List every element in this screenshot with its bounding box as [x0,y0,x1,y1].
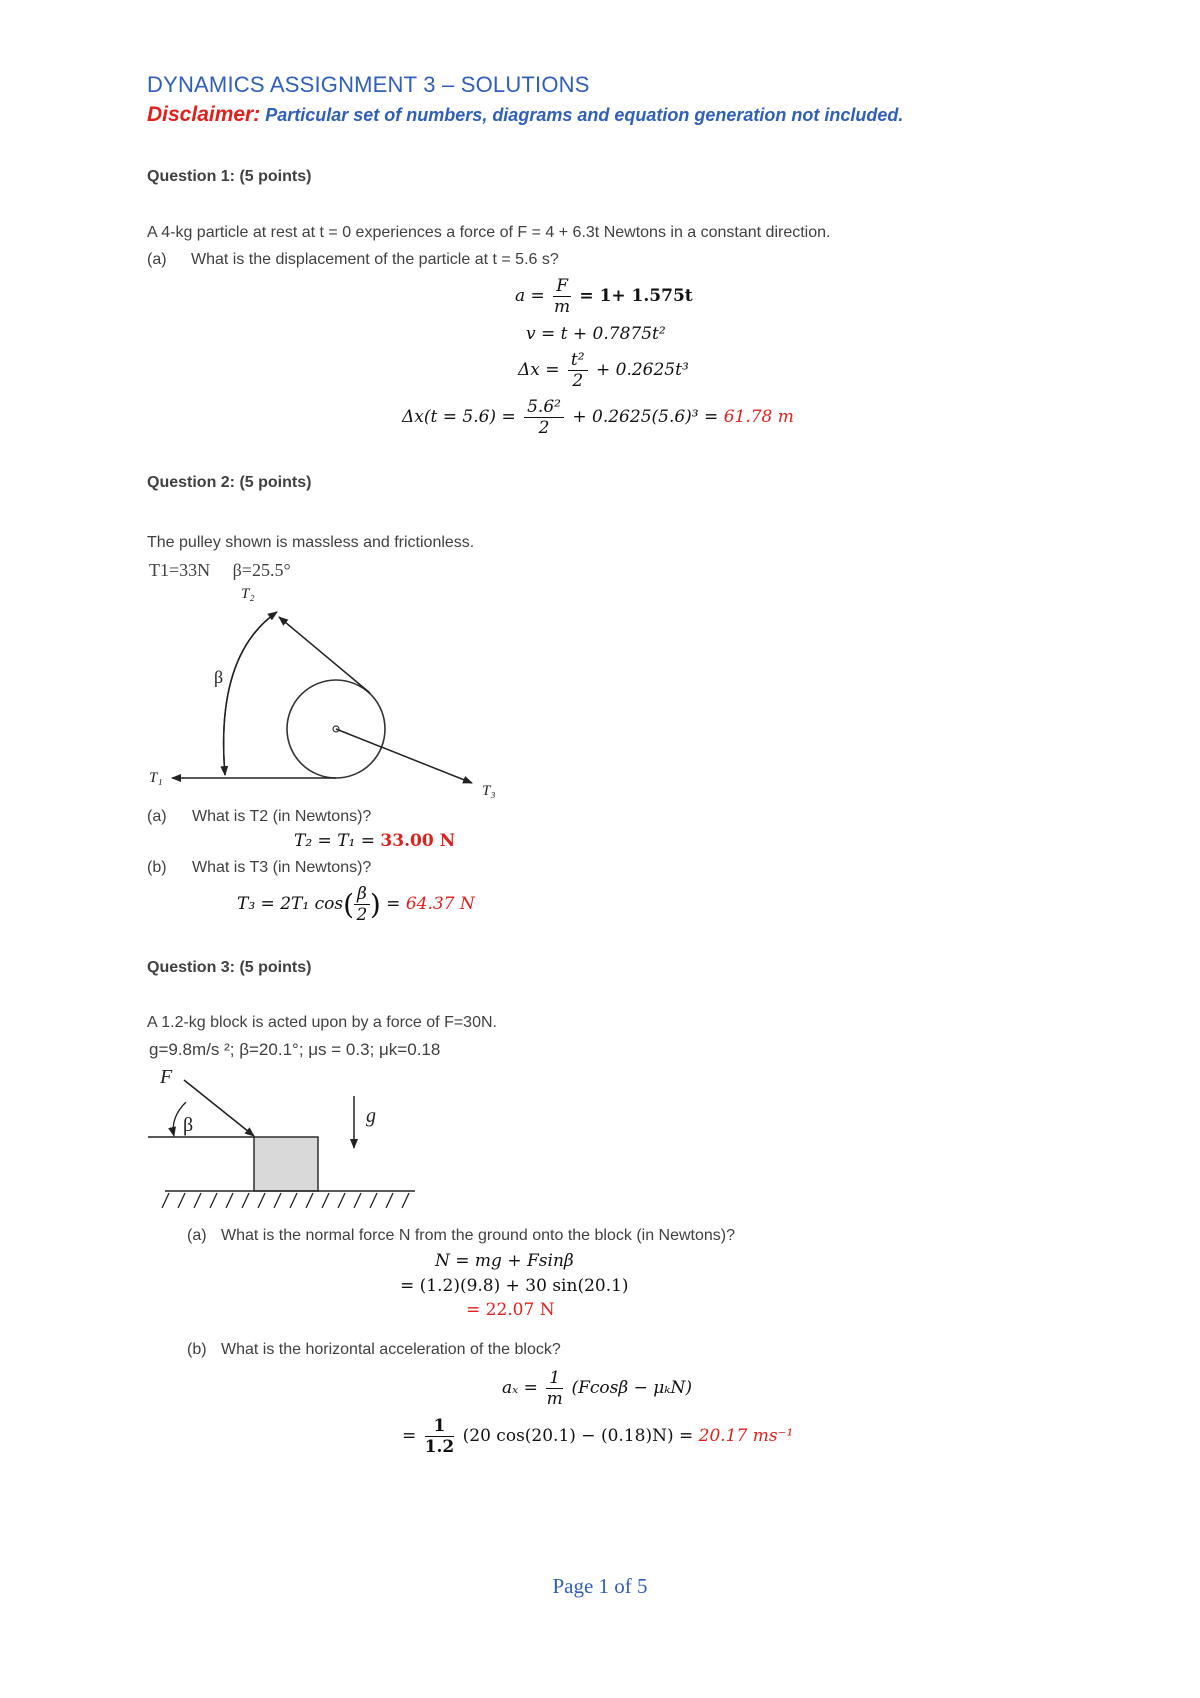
label-f: F [160,1066,173,1088]
q1-part-a-label: (a) [147,251,167,268]
beta-arc-return [224,612,277,775]
beta-arc [224,612,277,775]
label-t3: T₃ [482,783,496,799]
q3-part-a-text: What is the normal force N from the ground onto the block (in Newtons)? [221,1227,736,1244]
q3-answer-b: 20.17 ms⁻¹ [698,1426,794,1446]
q2-part-a-text: What is T2 (in Newtons)? [192,808,372,825]
q1-eq-velocity: v = t + 0.7875t² [526,324,666,344]
q1-eq-result: Δx(t = 5.6) = $\frac{\text{5.6²}}{2}$ + 0.2625(5.6)³ = 61.78 m [402,397,794,438]
q3-statement: A 1.2-kg block is acted upon by a force of F=30N. [147,1014,497,1031]
label-g: g [366,1105,376,1127]
q2-answer-a-value: 33.00 N [380,831,456,851]
label-beta: β [183,1114,194,1136]
label-t2: T₂ [241,586,255,602]
q2-part-b-label: (b) [147,859,167,876]
q3-answer-a: = 22.07 N [466,1300,555,1320]
q1-statement: A 4-kg particle at rest at t = 0 experiences a force of F = 4 + 6.3t Newtons in a constant direction. [147,224,831,241]
ground-hatching [162,1193,409,1208]
page-title: DYNAMICS ASSIGNMENT 3 – SOLUTIONS [147,72,590,97]
q2-answer-b-value: 64.37 N [405,894,475,914]
q3-eq-a2: = (1.2)(9.8) + 30 sin(20.1) [400,1276,629,1296]
q3-heading: Question 3: (5 points) [147,959,312,976]
q2-part-a-label: (a) [147,808,167,825]
q2-answer-a: T₂ = T₁ = 33.00 N [294,831,456,851]
block-diagram [140,1060,430,1220]
q2-answer-b: T₃ = 2T₁ cos( $\frac{\beta}{2}$ ) = 64.37 N [237,884,475,925]
disclaimer [147,103,903,127]
label-t1: T₁ [149,770,163,786]
q3-part-a-label: (a) [187,1227,207,1244]
force-arrow [184,1080,254,1136]
q2-statement: The pulley shown is massless and frictionless. [147,534,475,551]
q3-part-b-text: What is the horizontal acceleration of the block? [221,1341,561,1358]
q2-heading: Question 2: (5 points) [147,474,312,491]
q3-part-b-label: (b) [187,1341,207,1358]
q1-answer: 61.78 m [723,407,794,427]
q3-eq-b2: = $\frac{1}{1.2}$ (20 cos(20.1) − (0.18)N) = 20.17 ms⁻¹ [402,1416,794,1457]
q3-givens: g=9.8m/s ²; β=20.1°; μs = 0.3; μk=0.18 [149,1040,441,1059]
q3-eq-a1: N = mg + Fsinβ [435,1251,574,1271]
q1-eq-displacement: Δx = $\frac{\text{t²}}{2}$ + 0.2625t³ [518,350,689,391]
block [254,1137,318,1191]
pulley-diagram [140,580,520,800]
q2-givens: T1=33N β=25.5° [149,560,291,580]
q1-part-a-text: What is the displacement of the particle at t = 5.6 s? [191,251,559,268]
page-number: Page 1 of 5 [552,1574,648,1598]
disclaimer-text: Particular set of numbers, diagrams and equation generation not included. [265,105,904,125]
label-beta: β [214,667,224,687]
q1-heading: Question 1: (5 points) [147,168,312,185]
disclaimer-lead: Disclaimer: [147,103,261,126]
q2-part-b-text: What is T3 (in Newtons)? [192,859,372,876]
q3-eq-b1: aₓ = $\frac{1}{m}$ (Fcosβ − μₖN) [502,1368,693,1409]
q1-eq-acceleration: a = $\frac{F}{m}$ = 1+ 1.575t [515,276,693,317]
t3-arrow [336,729,472,783]
